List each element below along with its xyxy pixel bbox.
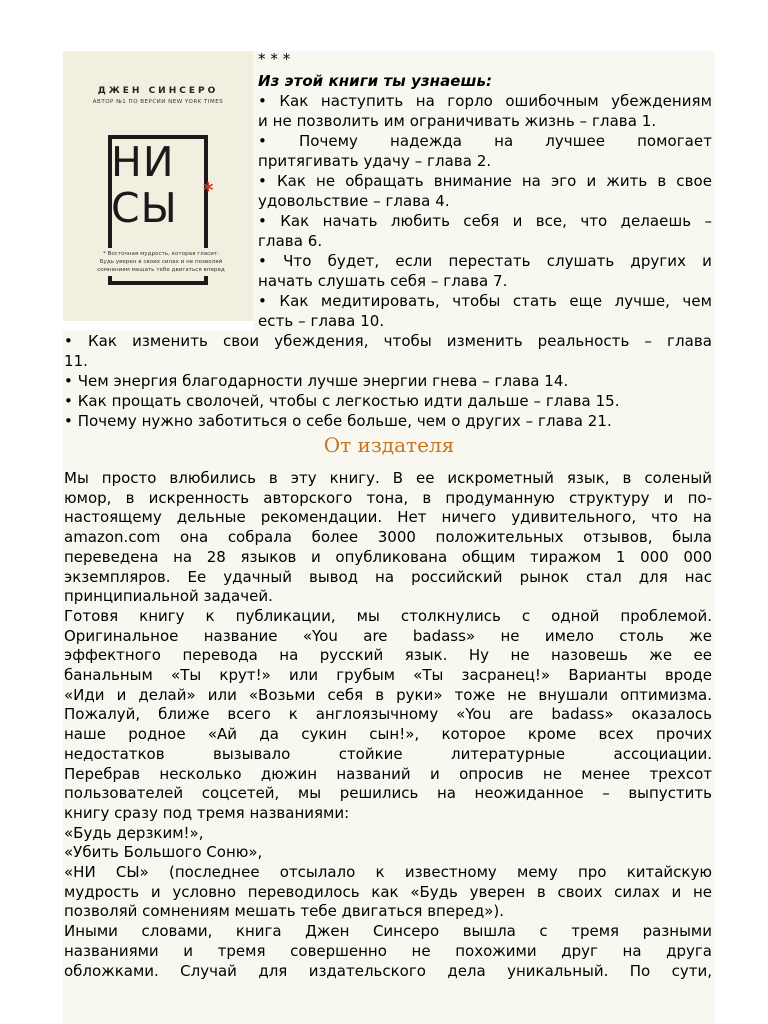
intro-list-line: и не позволить им ограничивать жизнь – глава 1.	[258, 112, 657, 130]
section-stars: * * *	[258, 50, 291, 68]
publisher-text-line: принципиальной задачей.	[64, 587, 273, 606]
publisher-text-line: Иными словами, книга Джен Синсеро вышла с тремя разными	[64, 922, 712, 941]
publisher-text-line: пользователей соцсетей, мы решились на неожиданное – выпустить	[64, 784, 712, 803]
intro-list-line: • Почему надежда на лучшее помогает	[258, 132, 712, 150]
cover-asterisk: *	[203, 178, 214, 202]
publisher-text-line: Пожалуй, ближе всего к англоязычному «You are badass» оказалось	[64, 705, 712, 724]
intro-list-line: глава 6.	[258, 232, 323, 250]
intro-list-line: • Почему нужно заботиться о себе больше, чем о других – глава 21.	[64, 412, 612, 430]
publisher-text-line: мудрость и условно переводилось как «Будь уверен в своих силах и не	[64, 882, 712, 901]
publisher-text-line: переведена на 28 языков и опубликована общим тиражом 1 000 000	[64, 547, 712, 566]
publisher-text-line: Перебрав несколько дюжин названий и опросив не менее трехсот	[64, 764, 712, 783]
book-cover-image	[63, 51, 253, 321]
publisher-text	[64, 469, 712, 981]
publisher-text-line: «НИ СЫ» (последнее отсылало к известному мему про китайскую	[64, 863, 712, 882]
intro-list-line: • Как начать любить себя и все, что делаешь –	[258, 212, 712, 230]
publisher-text-line: названиями и тремя совершенно не похожими друг на друга	[64, 941, 712, 960]
cover-tagline-line-3: сомнениям мешать тебе двигаться вперед	[97, 267, 225, 273]
cover-tagline-line-2: Будь уверен в своих силах и не позволяй	[99, 259, 223, 265]
intro-list-line: есть – глава 10.	[258, 312, 385, 330]
publisher-text-line: Готовя книгу к публикации, мы столкнулись с одной проблемой.	[64, 606, 712, 625]
publisher-text-line: юмор, в искренность авторского тона, в продуманную структуру и по-	[64, 488, 712, 507]
publisher-text-line: банальным «Ты крут!» или грубым «Ты засранец!» Варианты вроде	[64, 666, 712, 685]
intro-list-line: • Чем энергия благодарности лучше энергии гнева – глава 14.	[64, 372, 569, 390]
publisher-text-line: недостатков вызывало стойкие литературные ассоциации.	[64, 744, 712, 763]
publisher-text-line: Оригинальное название «You are badass» не имело столь же	[64, 626, 712, 645]
publisher-text-line: наше родное «Ай да сукин сын!», которое кроме всех прочих	[64, 725, 712, 744]
intro-list-line: • Как прощать сволочей, чтобы с легкостью идти дальше – глава 15.	[64, 392, 620, 410]
intro-list-line: 11.	[64, 352, 89, 370]
publisher-text-line: настоящему дельные рекомендации. Нет ничего удивительного, что на	[64, 508, 712, 527]
cover-title-line-1: НИ	[111, 138, 175, 186]
intro-list-line: • Как не обращать внимание на эго и жить в свое	[258, 172, 712, 190]
publisher-text-line: позволяй сомнениям мешать тебе двигаться вперед»).	[64, 902, 505, 921]
publisher-text-line: эффектного перевода на русский язык. Ну не назовешь же ее	[64, 646, 712, 665]
intro-list-line: притягивать удачу – глава 2.	[258, 152, 492, 170]
publisher-text-line: «Убить Большого Соню»,	[64, 843, 263, 862]
intro-list-line: • Как медитировать, чтобы стать еще лучше, чем	[258, 292, 712, 310]
publisher-text-line: «Иди и делай» или «Возьми себя в руки» тоже не внушали оптимизма.	[64, 685, 712, 704]
intro-heading: Из этой книги ты узнаешь:	[258, 72, 493, 90]
publisher-text-line: экземпляров. Ее удачный вывод на российский рынок стал для нас	[64, 567, 712, 586]
cover-tagline-line-1: * Восточная мудрость, которая гласит:	[102, 251, 220, 257]
publisher-text-line: книгу сразу под тремя названиями:	[64, 803, 350, 822]
publisher-heading: От издателя	[323, 433, 455, 457]
cover-title-line-2: СЫ	[111, 184, 178, 232]
cover-author: ДЖЕН СИНСЕРО	[97, 86, 219, 96]
intro-list-line: удовольствие – глава 4.	[258, 192, 450, 210]
publisher-text-line: обложками. Случай для издательского дела уникальный. По сути,	[64, 961, 712, 980]
intro-list-line: • Как наступить на горло ошибочным убеждениям	[258, 92, 712, 110]
publisher-text-line: Мы просто влюбились в эту книгу. В ее искрометный язык, в соленый	[64, 469, 712, 487]
publisher-text-line: «Будь дерзким!»,	[64, 823, 204, 842]
intro-list-line: • Как изменить свои убеждения, чтобы изменить реальность – глава	[64, 332, 712, 350]
intro-list-line: • Что будет, если перестать слушать других и	[258, 252, 712, 270]
cover-tagline	[83, 248, 239, 276]
cover-author-subtitle: АВТОР №1 ПО ВЕРСИИ NEW YORK TIMES	[92, 99, 224, 105]
intro-list-line: начать слушать себя – глава 7.	[258, 272, 508, 290]
publisher-text-line: amazon.com она собрала более 3000 положительных отзывов, была	[64, 528, 712, 547]
